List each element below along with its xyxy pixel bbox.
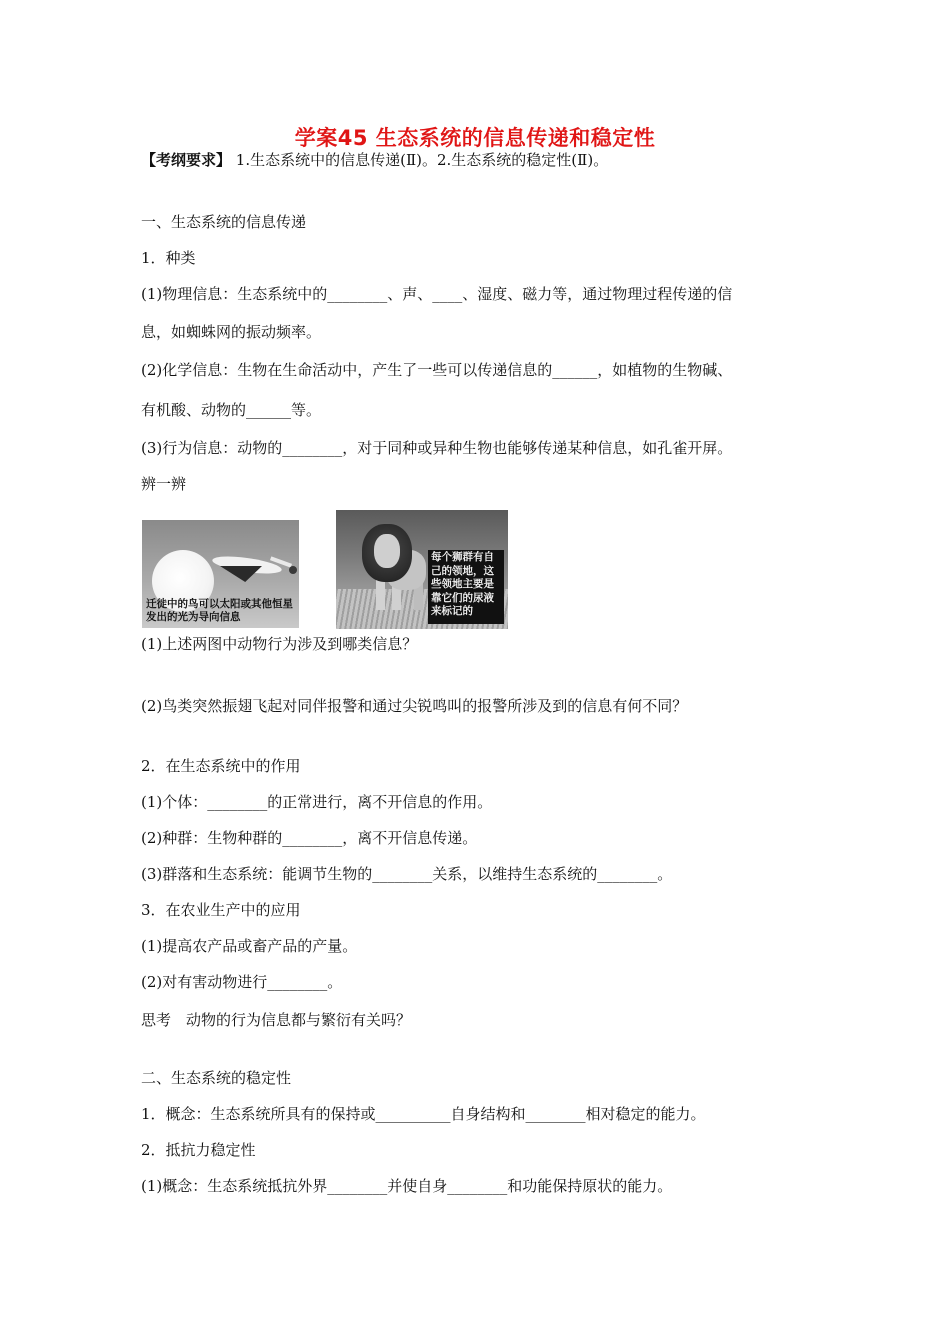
text-line: (2)对有害动物进行________。 [141,973,343,991]
question-line: (2)鸟类突然振翅飞起对同伴报警和通过尖锐鸣叫的报警所涉及到的信息有何不同？ [141,697,688,715]
question-line: (1)上述两图中动物行为涉及到哪类信息？ [141,635,418,653]
text-line: (1)个体：________的正常进行，离不开信息的作用。 [141,793,493,811]
text-line: 1．概念：生态系统所具有的保持或__________自身结构和________相对稳定的能力。 [141,1105,706,1123]
text-line: (1)物理信息：生态系统中的________、声、____、湿度、磁力等，通过物理过程传递的信 [141,285,733,303]
requirement-label: 【考纲要求】 [141,151,232,169]
text-line: (3)行为信息：动物的________，对于同种或异种生物也能够传递某种信息，如孔雀开屏。 [141,439,733,457]
subheading-types: 1．种类 [141,249,196,267]
bird-wing [220,566,262,582]
bird-image-caption: 迁徙中的鸟可以太阳或其他恒星发出的光为导向信息 [146,598,293,623]
subheading-resistance: 2．抵抗力稳定性 [141,1141,256,1159]
lion-image [336,510,508,629]
subheading-role: 2．在生态系统中的作用 [141,757,301,775]
page-title: 学案45 生态系统的信息传递和稳定性 [294,126,656,150]
subheading-application: 3．在农业生产中的应用 [141,901,301,919]
text-line: (1)概念：生态系统抵抗外界________并使自身________和功能保持原状的能力。 [141,1177,673,1195]
migrating-bird-image [142,520,299,628]
text-line: 有机酸、动物的______等。 [141,401,322,419]
lion-image-caption: 每个狮群有自己的领地，这些领地主要是靠它们的尿液来标记的 [431,551,494,618]
text-line: (1)提高农产品或畜产品的产量。 [141,937,358,955]
text-line: (3)群落和生态系统：能调节生物的________关系，以维持生态系统的________。 [141,865,673,883]
requirement-text: 1.生态系统中的信息传递(Ⅱ)。2.生态系统的稳定性(Ⅱ)。 [231,151,609,169]
text-line: 息，如蜘蛛网的振动频率。 [141,323,322,341]
lion-face [374,534,400,568]
bird-head [289,566,297,574]
section-heading-2: 二、生态系统的稳定性 [141,1069,292,1087]
subheading-discuss: 辨一辨 [141,475,187,493]
section-heading-1: 一、生态系统的信息传递 [141,213,307,231]
think-question: 思考 动物的行为信息都与繁衍有关吗？ [141,1011,412,1029]
exam-requirement [141,150,608,170]
text-line: (2)化学信息：生物在生命活动中，产生了一些可以传递信息的______，如植物的生物碱、 [141,361,733,379]
text-line: (2)种群：生物种群的________，离不开信息传递。 [141,829,478,847]
